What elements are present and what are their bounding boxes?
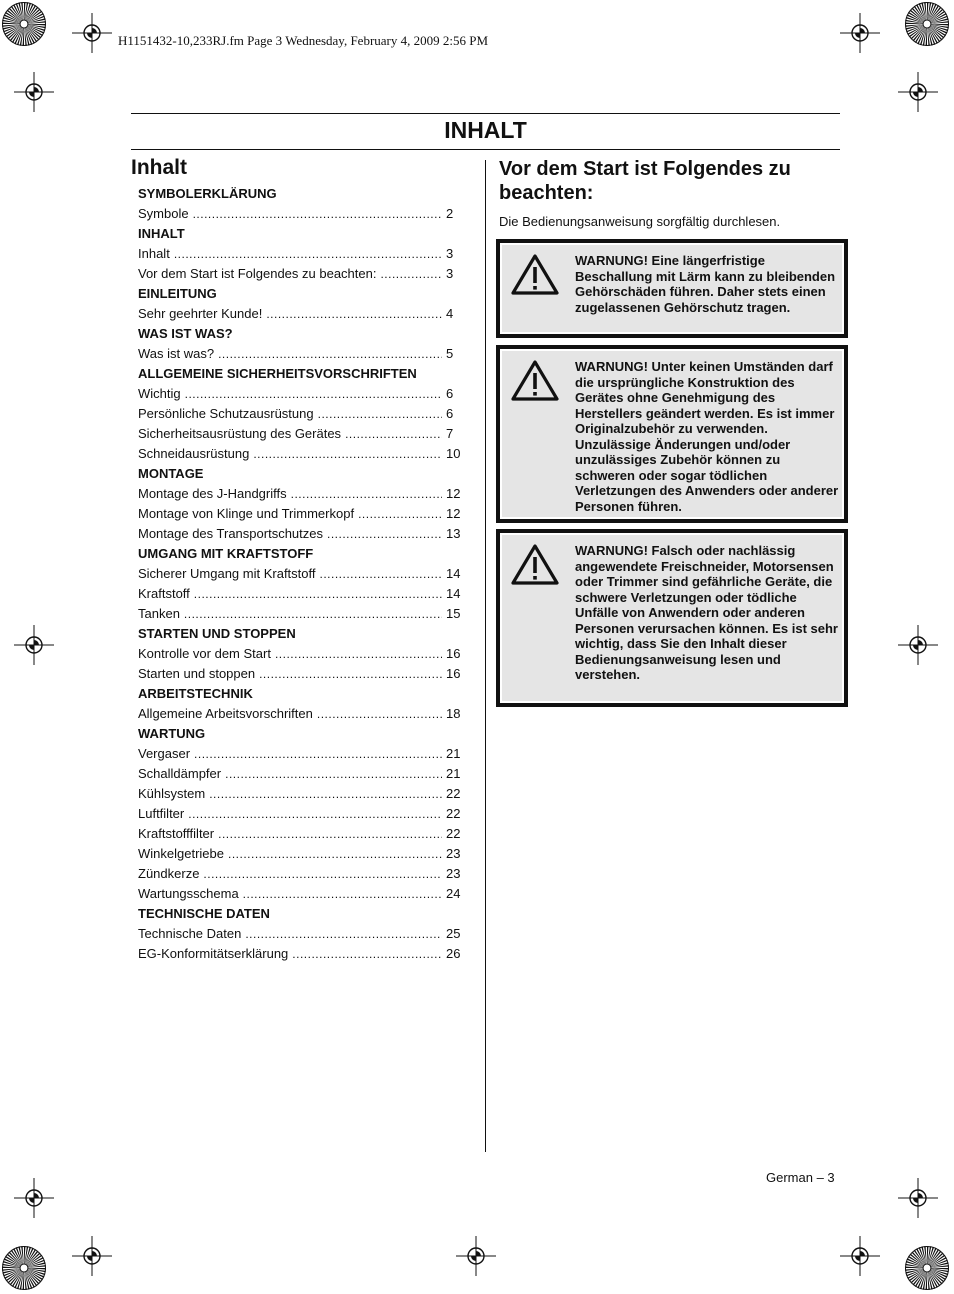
toc-entry-page: 22 — [446, 806, 461, 821]
toc-leader-dots — [185, 384, 442, 404]
toc-entry-page: 23 — [446, 866, 461, 881]
warning-box — [496, 345, 848, 523]
toc-entry-label: Sicherheitsausrüstung des Gerätes — [138, 426, 342, 441]
toc-entry — [138, 564, 463, 584]
toc-section-heading: TECHNISCHE DATEN — [138, 906, 270, 921]
toc-entry-label: Wartungsschema — [138, 886, 239, 901]
toc-entry-page: 7 — [446, 426, 454, 441]
registration-mark-icon — [72, 1236, 112, 1276]
toc-leader-dots — [228, 844, 442, 864]
toc-leader-dots — [345, 424, 442, 444]
toc-leader-dots — [245, 924, 442, 944]
toc-entry — [138, 244, 463, 264]
toc-entry-label: Luftfilter — [138, 806, 185, 821]
toc-entry — [138, 804, 463, 824]
toc-entry-page: 14 — [446, 566, 461, 581]
toc-entry — [138, 924, 463, 944]
registration-mark-icon — [14, 1178, 54, 1218]
registration-mark-icon — [840, 13, 880, 53]
toc-entry-label: Schneidausrüstung — [138, 446, 250, 461]
toc-entry-label: Schalldämpfer — [138, 766, 222, 781]
toc-leader-dots — [320, 564, 443, 584]
toc-entry-page: 12 — [446, 486, 461, 501]
table-of-contents — [138, 184, 463, 964]
toc-entry — [138, 204, 463, 224]
toc-entry-page: 2 — [446, 206, 454, 221]
toc-leader-dots — [203, 864, 442, 884]
toc-entry-page: 5 — [446, 346, 454, 361]
toc-section-heading: ALLGEMEINE SICHERHEITSVORSCHRIFTEN — [138, 366, 417, 381]
toc-entry — [138, 884, 463, 904]
toc-leader-dots — [275, 644, 442, 664]
title-rule-bottom — [131, 149, 840, 150]
toc-entry-label: Kraftstoff — [138, 586, 190, 601]
toc-entry — [138, 864, 463, 884]
toc-leader-dots — [291, 484, 442, 504]
color-target-icon — [2, 1246, 46, 1290]
toc-entry-label: Winkelgetriebe — [138, 846, 224, 861]
toc-entry — [138, 584, 463, 604]
toc-entry-label: Wichtig — [138, 386, 181, 401]
toc-entry — [138, 384, 463, 404]
toc-entry-page: 16 — [446, 666, 461, 681]
toc-title: Inhalt — [131, 156, 187, 179]
toc-leader-dots — [380, 264, 442, 284]
toc-entry-page: 22 — [446, 826, 461, 841]
toc-entry-page: 14 — [446, 586, 461, 601]
toc-entry-label: Technische Daten — [138, 926, 242, 941]
toc-entry-page: 6 — [446, 386, 454, 401]
toc-leader-dots — [317, 704, 442, 724]
toc-entry — [138, 404, 463, 424]
toc-leader-dots — [174, 244, 442, 264]
toc-leader-dots — [194, 744, 442, 764]
registration-mark-icon — [840, 1236, 880, 1276]
toc-entry — [138, 764, 463, 784]
toc-leader-dots — [266, 304, 442, 324]
toc-section-heading: MONTAGE — [138, 466, 204, 481]
toc-entry-page: 3 — [446, 246, 454, 261]
registration-mark-icon — [898, 72, 938, 112]
toc-entry — [138, 604, 463, 624]
toc-entry — [138, 504, 463, 524]
toc-entry — [138, 664, 463, 684]
toc-entry-page: 6 — [446, 406, 454, 421]
toc-section-heading: WARTUNG — [138, 726, 206, 741]
toc-entry — [138, 844, 463, 864]
warning-triangle-icon — [510, 253, 560, 297]
toc-leader-dots — [225, 764, 442, 784]
toc-entry-label: Tanken — [138, 606, 180, 621]
toc-entry-page: 16 — [446, 646, 461, 661]
title-rule-top — [131, 113, 840, 114]
toc-entry — [138, 264, 463, 284]
toc-entry-label: Montage des J-Handgriffs — [138, 486, 287, 501]
toc-entry — [138, 304, 463, 324]
toc-entry-label: EG-Konformitätserklärung — [138, 946, 289, 961]
toc-entry — [138, 444, 463, 464]
toc-entry-page: 21 — [446, 746, 461, 761]
toc-leader-dots — [292, 944, 442, 964]
toc-section-heading: EINLEITUNG — [138, 286, 217, 301]
registration-mark-icon — [14, 72, 54, 112]
toc-entry-label: Inhalt — [138, 246, 170, 261]
warning-box — [496, 529, 848, 707]
warning-triangle-icon — [510, 543, 560, 587]
toc-entry-label: Kraftstofffilter — [138, 826, 215, 841]
toc-entry — [138, 824, 463, 844]
toc-entry-page: 25 — [446, 926, 461, 941]
toc-entry — [138, 744, 463, 764]
toc-leader-dots — [193, 204, 442, 224]
toc-entry-label: Symbole — [138, 206, 189, 221]
section-title: Vor dem Start ist Folgendes zu beachten: — [499, 158, 791, 204]
toc-entry-label: Montage des Transportschutzes — [138, 526, 323, 541]
toc-entry — [138, 944, 463, 964]
toc-leader-dots — [243, 884, 442, 904]
toc-entry — [138, 524, 463, 544]
registration-mark-icon — [72, 13, 112, 53]
registration-mark-icon — [14, 625, 54, 665]
toc-entry-label: Zündkerze — [138, 866, 200, 881]
toc-section-heading: STARTEN UND STOPPEN — [138, 626, 296, 641]
warning-text: WARNUNG! Unter keinen Umständen darf die ursprüngliche Konstruktion des Gerätes ohne Genehmigung des Herstellers geändert werden. Es ist immer Originalzubehör zu verwenden. Unzulässige Änderungen und/oder unzulässiges Zubehör können zu schweren oder sogar tödlichen Verletzungen des Anwenders oder anderer Personen führen. — [575, 359, 839, 514]
color-target-icon — [905, 2, 949, 46]
toc-entry-label: Kontrolle vor dem Start — [138, 646, 271, 661]
toc-leader-dots — [358, 504, 442, 524]
toc-entry-label: Montage von Klinge und Trimmerkopf — [138, 506, 355, 521]
column-divider — [485, 160, 486, 1152]
toc-entry — [138, 644, 463, 664]
registration-mark-icon — [898, 625, 938, 665]
toc-entry-page: 21 — [446, 766, 461, 781]
toc-entry — [138, 784, 463, 804]
toc-entry — [138, 484, 463, 504]
toc-section-heading: INHALT — [138, 226, 185, 241]
toc-entry-label: Kühlsystem — [138, 786, 206, 801]
toc-entry-label: Allgemeine Arbeitsvorschriften — [138, 706, 313, 721]
toc-entry — [138, 704, 463, 724]
toc-section-heading: UMGANG MIT KRAFTSTOFF — [138, 546, 314, 561]
toc-entry-label: Vergaser — [138, 746, 191, 761]
toc-leader-dots — [188, 804, 442, 824]
warning-triangle-icon — [510, 359, 560, 403]
toc-entry-page: 10 — [446, 446, 461, 461]
registration-mark-icon — [456, 1236, 496, 1276]
toc-entry-page: 3 — [446, 266, 454, 281]
page-title: INHALT — [444, 117, 527, 143]
toc-entry-label: Sehr geehrter Kunde! — [138, 306, 263, 321]
toc-leader-dots — [259, 664, 442, 684]
color-target-icon — [2, 2, 46, 46]
toc-leader-dots — [327, 524, 442, 544]
toc-leader-dots — [218, 344, 442, 364]
toc-entry-page: 24 — [446, 886, 461, 901]
toc-entry-page: 26 — [446, 946, 461, 961]
toc-entry-page: 4 — [446, 306, 454, 321]
toc-entry-page: 12 — [446, 506, 461, 521]
toc-entry-page: 23 — [446, 846, 461, 861]
toc-section-heading: WAS IST WAS? — [138, 326, 233, 341]
toc-entry-page: 13 — [446, 526, 461, 541]
toc-entry-label: Sicherer Umgang mit Kraftstoff — [138, 566, 316, 581]
file-header-line: H1151432-10,233RJ.fm Page 3 Wednesday, February 4, 2009 2:56 PM — [118, 33, 489, 48]
toc-section-heading: ARBEITSTECHNIK — [138, 686, 253, 701]
toc-leader-dots — [218, 824, 442, 844]
toc-entry-label: Vor dem Start ist Folgendes zu beachten: — [138, 266, 377, 281]
toc-entry-page: 15 — [446, 606, 461, 621]
toc-entry-page: 22 — [446, 786, 461, 801]
toc-entry — [138, 344, 463, 364]
toc-entry-label: Persönliche Schutzausrüstung — [138, 406, 314, 421]
toc-leader-dots — [253, 444, 442, 464]
intro-text: Die Bedienungsanweisung sorgfältig durchlesen. — [499, 214, 781, 229]
registration-mark-icon — [898, 1178, 938, 1218]
toc-entry — [138, 424, 463, 444]
toc-section-heading: SYMBOLERKLÄRUNG — [138, 186, 277, 201]
warning-text: WARNUNG! Falsch oder nachlässig angewendete Freischneider, Motorsensen oder Trimmer sind gefährliche Geräte, die schwere Verletzungen oder tödliche Unfälle von Anwendern oder anderen Personen verursachen können. Es ist sehr wichtig, dass Sie den Inhalt dieser Bedienungsanweisung lesen und verstehen. — [575, 543, 838, 682]
toc-leader-dots — [209, 784, 442, 804]
warning-text: WARNUNG! Eine längerfristige Beschallung mit Lärm kann zu bleibenden Gehörschäden führen. Daher stets einen zugelassenen Gehörschutz tragen. — [575, 253, 836, 315]
toc-leader-dots — [194, 584, 442, 604]
toc-entry-page: 18 — [446, 706, 461, 721]
toc-entry-label: Was ist was? — [138, 346, 215, 361]
page-footer: German – 3 — [766, 1170, 835, 1185]
toc-leader-dots — [184, 604, 442, 624]
warning-box — [496, 239, 848, 338]
toc-leader-dots — [318, 404, 442, 424]
color-target-icon — [905, 1246, 949, 1290]
toc-entry-label: Starten und stoppen — [138, 666, 256, 681]
